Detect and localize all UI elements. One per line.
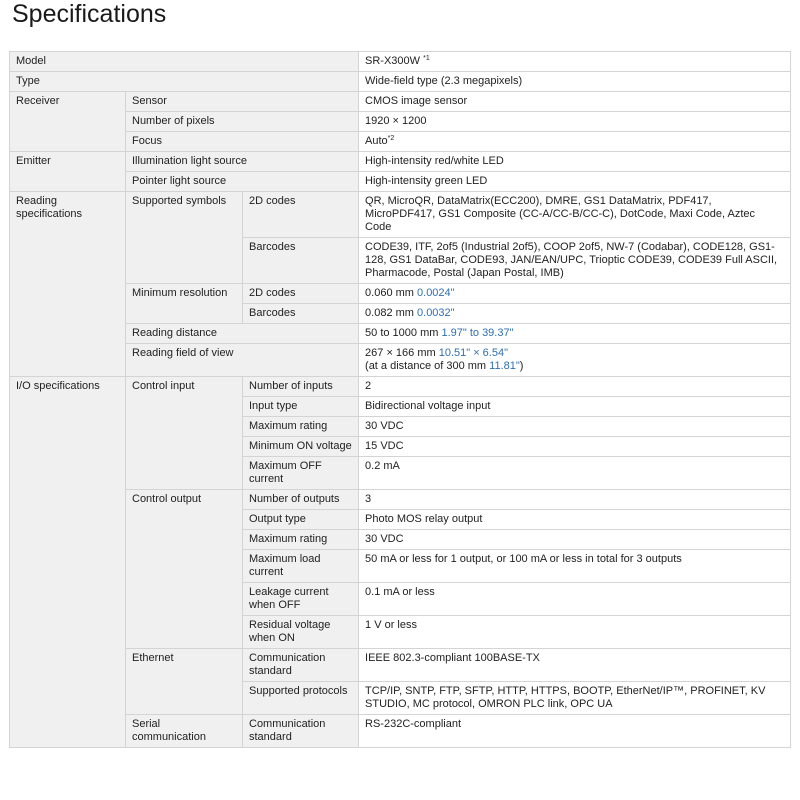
label-number-of-outputs: Number of outputs: [243, 490, 359, 510]
label-pointer: Pointer light source: [126, 172, 359, 192]
label-control-input: Control input: [126, 377, 243, 490]
value-sensor: CMOS image sensor: [359, 92, 791, 112]
value-communication-standard: RS-232C-compliant: [359, 715, 791, 748]
metric-value: 50 to 1000 mm: [365, 327, 439, 339]
table-row: [10, 172, 791, 192]
footnote-ref: *1: [423, 55, 430, 62]
label-focus: Focus: [126, 132, 359, 152]
value-number-of-inputs: 2: [359, 377, 791, 397]
label-maximum-off-current: Maximum OFF current: [243, 457, 359, 490]
table-row: [10, 52, 791, 72]
label-reading-field: Reading field of view: [126, 344, 359, 377]
value-type: Wide-field type (2.3 megapixels): [359, 72, 791, 92]
label-communication-standard: Communication standard: [243, 649, 359, 682]
label-barcodes: Barcodes: [243, 238, 359, 284]
label-supported-protocols: Supported protocols: [243, 682, 359, 715]
model-value: SR-X300W: [365, 55, 421, 67]
value-maximum-rating: 30 VDC: [359, 417, 791, 437]
value-input-type: Bidirectional voltage input: [359, 397, 791, 417]
row-label-model: Model: [10, 52, 359, 72]
value-residual-voltage: 1 V or less: [359, 616, 791, 649]
value-maximum-off-current: 0.2 mA: [359, 457, 791, 490]
row-label-io: I/O specifications: [10, 377, 126, 748]
table-row: [10, 192, 791, 238]
label-leakage-current: Leakage current when OFF: [243, 583, 359, 616]
value-barcodes: CODE39, ITF, 2of5 (Industrial 2of5), COOP 2of5, NW-7 (Codabar), CODE128, GS1-128, GS1 DataBar, CODE93, JAN/EAN/UPC, Trioptic CODE39, CODE39 Full ASCII, Pharmacode, Postal (Japan Postal, IMB): [359, 238, 791, 284]
table-row: [10, 112, 791, 132]
inch-value: 1.97" to 39.37": [441, 327, 514, 339]
value-communication-standard: IEEE 802.3-compliant 100BASE-TX: [359, 649, 791, 682]
table-row: [10, 490, 791, 510]
label-communication-standard: Communication standard: [243, 715, 359, 748]
metric-value: 267 × 166 mm: [365, 347, 436, 359]
table-row: [10, 715, 791, 748]
label-input-type: Input type: [243, 397, 359, 417]
value-supported-protocols: TCP/IP, SNTP, FTP, SFTP, HTTP, HTTPS, BOOTP, EtherNet/IP™, PROFINET, KV STUDIO, MC protocol, OMRON PLC link, OPC UA: [359, 682, 791, 715]
label-number-of-inputs: Number of inputs: [243, 377, 359, 397]
table-row: [10, 92, 791, 112]
close-paren: ): [519, 360, 524, 372]
row-label-reading: Reading specifications: [10, 192, 126, 377]
value-number-of-outputs: 3: [359, 490, 791, 510]
focus-value: Auto: [365, 135, 388, 147]
value-minimum-on-voltage: 15 VDC: [359, 437, 791, 457]
value-reading-distance: [359, 324, 791, 344]
label-number-of-pixels: Number of pixels: [126, 112, 359, 132]
label-output-type: Output type: [243, 510, 359, 530]
table-row: [10, 284, 791, 304]
label-serial-communication: Serial communication: [126, 715, 243, 748]
value-illumination: High-intensity red/white LED: [359, 152, 791, 172]
inch-value: 10.51" × 6.54": [438, 347, 509, 359]
label-maximum-rating: Maximum rating: [243, 530, 359, 550]
label-illumination: Illumination light source: [126, 152, 359, 172]
value-focus: [359, 132, 791, 152]
label-residual-voltage: Residual voltage when ON: [243, 616, 359, 649]
label-ethernet: Ethernet: [126, 649, 243, 715]
value-pointer: High-intensity green LED: [359, 172, 791, 192]
label-minimum-resolution: Minimum resolution: [126, 284, 243, 324]
label-supported-symbols: Supported symbols: [126, 192, 243, 284]
label-minimum-on-voltage: Minimum ON voltage: [243, 437, 359, 457]
inch-value: 11.81": [489, 360, 520, 372]
label-maximum-load-current: Maximum load current: [243, 550, 359, 583]
value-reading-field: [359, 344, 791, 377]
label-2d-codes: 2D codes: [243, 192, 359, 238]
specifications-table: [9, 51, 791, 748]
label-reading-distance: Reading distance: [126, 324, 359, 344]
page-title: Specifications: [12, 0, 167, 28]
table-row: [10, 72, 791, 92]
footnote-ref: *2: [387, 135, 395, 142]
value-model: [359, 52, 791, 72]
value-leakage-current: 0.1 mA or less: [359, 583, 791, 616]
metric-value: 0.060 mm: [365, 287, 414, 299]
label-2d-codes: 2D codes: [243, 284, 359, 304]
distance-note: (at a distance of 300 mm: [365, 360, 487, 372]
value-maximum-rating: 30 VDC: [359, 530, 791, 550]
table-row: [10, 132, 791, 152]
value-output-type: Photo MOS relay output: [359, 510, 791, 530]
label-sensor: Sensor: [126, 92, 359, 112]
inch-value: 0.0024": [417, 287, 455, 299]
label-maximum-rating: Maximum rating: [243, 417, 359, 437]
value-2d-codes: QR, MicroQR, DataMatrix(ECC200), DMRE, GS1 DataMatrix, PDF417, MicroPDF417, GS1 Composite (CC-A/CC-B/CC-C), DotCode, Maxi Code, Aztec Code: [359, 192, 791, 238]
inch-value: 0.0032": [417, 307, 455, 319]
row-label-receiver: Receiver: [10, 92, 126, 152]
table-row: [10, 344, 791, 377]
label-barcodes: Barcodes: [243, 304, 359, 324]
metric-value: 0.082 mm: [365, 307, 414, 319]
table-row: [10, 152, 791, 172]
label-control-output: Control output: [126, 490, 243, 649]
row-label-emitter: Emitter: [10, 152, 126, 192]
row-label-type: Type: [10, 72, 359, 92]
table-row: [10, 324, 791, 344]
table-row: [10, 377, 791, 397]
value-number-of-pixels: 1920 × 1200: [359, 112, 791, 132]
value-min-res-2d: [359, 284, 791, 304]
value-min-res-barcodes: [359, 304, 791, 324]
value-maximum-load-current: 50 mA or less for 1 output, or 100 mA or less in total for 3 outputs: [359, 550, 791, 583]
table-row: [10, 649, 791, 682]
